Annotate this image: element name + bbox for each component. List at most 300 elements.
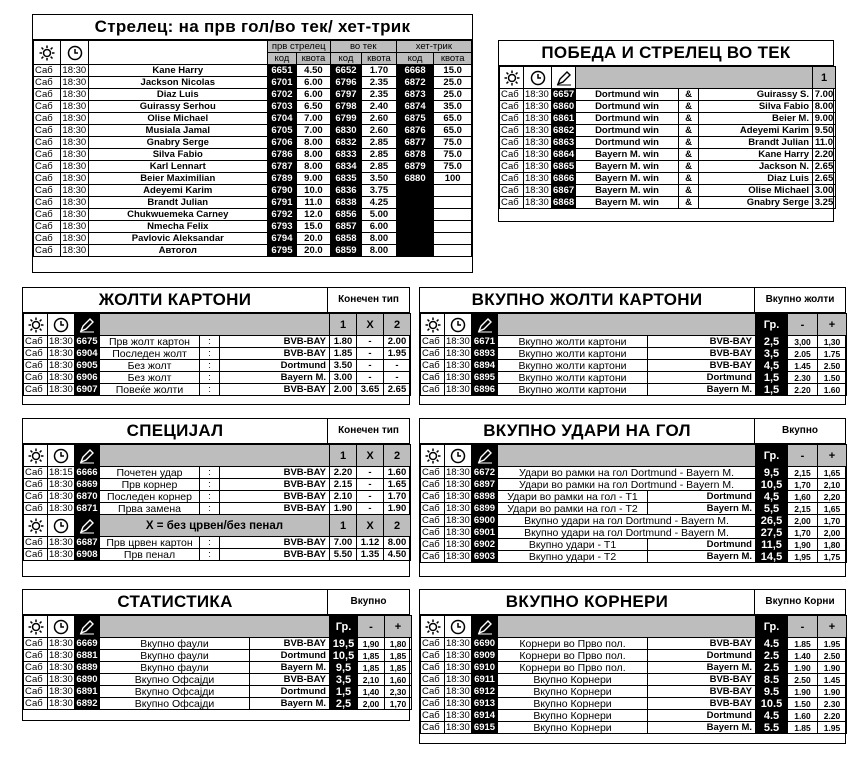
code-cell: 6795 <box>267 245 296 257</box>
table-row[interactable] <box>421 686 847 698</box>
amp: & <box>679 137 699 149</box>
corners-title: ВКУПНО КОРНЕРИ <box>505 592 669 611</box>
team-cell: BVB-BAY <box>220 479 330 491</box>
code-cell: 6880 <box>396 173 434 185</box>
code-cell: 6687 <box>76 536 98 548</box>
table-row[interactable] <box>500 173 836 185</box>
table-row[interactable] <box>421 551 847 563</box>
market-name: Последен жолт <box>100 348 200 360</box>
table-row[interactable] <box>24 479 411 491</box>
sun-icon <box>24 616 48 638</box>
odds-cell: 3.25 <box>813 197 836 209</box>
odds-x: - <box>357 503 384 515</box>
table-row[interactable] <box>421 467 847 479</box>
group-first-scorer: прв стрелец <box>267 41 330 53</box>
table-row[interactable] <box>34 137 472 149</box>
day-cell: Саб <box>34 89 61 101</box>
under-odds: 1,90 <box>358 638 385 650</box>
odds-cell: 2.85 <box>362 149 397 161</box>
odds-2: - <box>384 360 411 372</box>
over-odds: 1,60 <box>385 674 412 686</box>
market-name: Вкупно Корнери <box>498 674 648 686</box>
day-cell: Саб <box>24 650 48 662</box>
code-cell: 6790 <box>267 185 296 197</box>
team-cell: Dortmund <box>648 710 756 722</box>
team-cell: BVB-BAY <box>220 491 330 503</box>
team-cell: BVB-BAY <box>220 537 330 549</box>
table-row[interactable] <box>500 161 836 173</box>
line-cell: 4,5 <box>756 360 788 372</box>
day-cell: Саб <box>24 336 48 348</box>
code-cell: 6878 <box>396 149 434 161</box>
time-cell: 18:30 <box>49 335 73 347</box>
col-under: - <box>788 314 818 336</box>
table-row[interactable] <box>24 503 411 515</box>
code-cell: 6706 <box>267 137 296 149</box>
odds-cell: 2.85 <box>362 161 397 173</box>
table-row[interactable] <box>24 360 411 372</box>
day-cell: Саб <box>421 491 445 503</box>
under-odds: 1.90 <box>788 662 818 674</box>
player-name: Beier Maximilian <box>88 173 267 185</box>
day-cell: Саб <box>34 221 61 233</box>
code-cell: 6876 <box>396 125 434 137</box>
code-cell: 6915 <box>472 722 498 734</box>
table-row[interactable] <box>34 77 472 89</box>
over-odds: 2,20 <box>818 491 847 503</box>
odds-cell: 6.00 <box>362 221 397 233</box>
table-row[interactable] <box>421 638 847 650</box>
table-row[interactable] <box>421 384 847 396</box>
special-table <box>23 444 411 561</box>
table-row[interactable] <box>421 491 847 503</box>
time-cell: 18:30 <box>61 233 88 245</box>
code-cell: 6857 <box>330 221 362 233</box>
code-cell: 6901 <box>472 527 498 539</box>
team-win: Bayern M. win <box>576 173 679 185</box>
odds-cell: 6.50 <box>297 101 331 113</box>
over-odds: 1,65 <box>818 503 847 515</box>
time-cell: 18:30 <box>49 685 73 697</box>
team-cell: Bayern M. <box>250 698 330 710</box>
table-row[interactable] <box>24 491 411 503</box>
odds-1: 2.20 <box>330 467 357 479</box>
table-row[interactable] <box>24 674 412 686</box>
odds-cell: 6.00 <box>297 89 331 101</box>
code-cell: 6671 <box>472 336 498 348</box>
odds-cell: 11.0 <box>813 137 836 149</box>
scorer-table <box>33 40 472 257</box>
day-cell: Саб <box>34 197 61 209</box>
line-cell: 2,5 <box>330 698 358 710</box>
code-cell: 6836 <box>330 185 362 197</box>
market-name: Вкупно удари - Т2 <box>498 551 648 563</box>
scorer-title: Стрелец: на прв гол/во тек/ хет-трик <box>94 17 411 36</box>
table-row[interactable] <box>34 161 472 173</box>
team-cell: BVB-BAY <box>648 638 756 650</box>
table-row[interactable] <box>421 360 847 372</box>
table-row[interactable] <box>500 89 836 101</box>
time-cell: 18:30 <box>61 137 88 149</box>
day-cell: Саб <box>24 503 48 515</box>
clock-icon <box>61 41 88 65</box>
table-row[interactable] <box>34 65 472 77</box>
table-row[interactable] <box>34 233 472 245</box>
table-row[interactable] <box>24 662 412 674</box>
code-cell: 6835 <box>330 173 362 185</box>
table-row[interactable] <box>34 173 472 185</box>
day-cell: Саб <box>500 125 524 137</box>
time-cell: 18:30 <box>446 359 470 371</box>
code-cell: 6861 <box>553 112 575 124</box>
code-cell: 6902 <box>472 539 498 551</box>
table-row[interactable] <box>24 537 411 549</box>
player-name: Beier M. <box>699 113 813 125</box>
separator: : <box>200 537 220 549</box>
table-row[interactable] <box>24 372 411 384</box>
time-cell: 18:30 <box>49 649 73 661</box>
code-cell: 6867 <box>553 184 575 196</box>
time-cell: 18:30 <box>61 209 88 221</box>
day-cell: Саб <box>421 360 445 372</box>
col-odds: квота <box>434 53 472 65</box>
odds-cell: 4.50 <box>297 65 331 77</box>
col-under: - <box>788 445 818 467</box>
market-name: Вкупно Корнери <box>498 698 648 710</box>
time-cell: 18:30 <box>49 673 73 685</box>
code-cell: 6905 <box>76 359 98 371</box>
table-row[interactable] <box>421 515 847 527</box>
code-cell: 6859 <box>330 245 362 257</box>
day-cell: Саб <box>421 348 445 360</box>
team-cell: Dortmund <box>648 650 756 662</box>
odds-2: 1.70 <box>384 491 411 503</box>
table-row[interactable] <box>421 336 847 348</box>
table-row[interactable] <box>421 372 847 384</box>
day-cell: Саб <box>24 384 48 396</box>
odds-x: 3.65 <box>357 384 384 396</box>
table-row[interactable] <box>24 698 412 710</box>
clock-icon <box>48 314 75 336</box>
team-cell: Bayern M. <box>648 384 756 396</box>
time-cell: 18:30 <box>446 538 470 550</box>
table-row[interactable] <box>34 149 472 161</box>
table-row[interactable] <box>24 336 411 348</box>
code-cell: 6652 <box>330 65 362 77</box>
day-cell: Саб <box>34 245 61 257</box>
day-cell: Саб <box>24 686 48 698</box>
time-cell: 18:30 <box>61 245 88 257</box>
table-row[interactable] <box>34 89 472 101</box>
clock-icon <box>445 314 472 336</box>
market-name: Вкупно удари - Т1 <box>498 539 648 551</box>
day-cell: Саб <box>421 479 445 491</box>
code-cell: 6666 <box>76 466 98 478</box>
player-name: Karl Lennart <box>88 161 267 173</box>
table-row[interactable] <box>421 710 847 722</box>
odds-cell: 25.0 <box>434 77 472 89</box>
time-cell: 18:30 <box>61 221 88 233</box>
code-cell: 6900 <box>472 515 498 527</box>
team-cell: Dortmund <box>250 650 330 662</box>
table-row[interactable] <box>421 503 847 515</box>
table-row[interactable] <box>421 662 847 674</box>
day-cell: Саб <box>421 527 445 539</box>
team-cell: BVB-BAY <box>648 360 756 372</box>
odds-cell: 65.0 <box>434 113 472 125</box>
code-cell <box>396 233 434 245</box>
code-cell: 6899 <box>472 503 498 515</box>
market-name: Повеќе жолти <box>100 384 200 396</box>
table-row[interactable] <box>500 197 836 209</box>
code-cell: 6868 <box>553 196 575 208</box>
under-odds: 3,00 <box>788 336 818 348</box>
team-cell: Bayern M. <box>220 372 330 384</box>
line-cell: 1,5 <box>756 372 788 384</box>
player-name: Brandt Julian <box>699 137 813 149</box>
table-row[interactable] <box>500 185 836 197</box>
market-name: Вкупно Корнери <box>498 722 648 734</box>
odds-2: 1.60 <box>384 467 411 479</box>
odds-cell: 1.70 <box>362 65 397 77</box>
code-cell: 6873 <box>396 89 434 101</box>
group-hattrick: хет-трик <box>396 41 471 53</box>
odds-cell: 2.60 <box>362 125 397 137</box>
team-cell: Bayern M. <box>648 722 756 734</box>
table-row[interactable] <box>24 549 411 561</box>
table-row[interactable] <box>24 384 411 396</box>
table-row[interactable] <box>421 539 847 551</box>
time-cell: 18:30 <box>524 89 552 101</box>
under-odds: 1.50 <box>788 698 818 710</box>
code-cell: 6864 <box>553 148 575 160</box>
table-row[interactable] <box>24 650 412 662</box>
code-cell: 6705 <box>267 125 296 137</box>
line-cell: 10,5 <box>330 650 358 662</box>
day-cell: Саб <box>500 137 524 149</box>
team-cell: BVB-BAY <box>220 384 330 396</box>
line-cell: 14,5 <box>756 551 788 563</box>
table-row[interactable] <box>500 137 836 149</box>
line-cell: 2.5 <box>756 662 788 674</box>
table-row[interactable] <box>24 686 412 698</box>
time-cell: 18:30 <box>446 371 470 383</box>
day-cell: Саб <box>421 467 445 479</box>
amp: & <box>679 197 699 209</box>
odds-cell: 2.35 <box>362 77 397 89</box>
pencil-icon <box>552 67 576 89</box>
stats-title: СТАТИСТИКА <box>117 592 233 611</box>
separator: : <box>200 479 220 491</box>
market-name: Прв пенал <box>100 549 200 561</box>
time-cell: 18:30 <box>49 359 73 371</box>
table-row[interactable] <box>34 113 472 125</box>
table-row[interactable] <box>34 245 472 257</box>
code-cell: 6912 <box>472 686 498 698</box>
sun-icon <box>421 616 445 638</box>
code-cell: 6657 <box>553 88 575 100</box>
market-name: Вкупно удари на гол Dortmund - Bayern M. <box>498 515 756 527</box>
code-cell: 6863 <box>553 136 575 148</box>
table-row[interactable] <box>421 674 847 686</box>
code-cell: 6871 <box>76 502 98 514</box>
day-cell: Саб <box>24 537 48 549</box>
player-name: Guirassy Serhou <box>88 101 267 113</box>
code-cell: 6903 <box>472 551 498 563</box>
odds-x: - <box>357 360 384 372</box>
odds-cell: 10.0 <box>297 185 331 197</box>
table-row[interactable] <box>34 209 472 221</box>
under-odds: 2,10 <box>358 674 385 686</box>
day-cell: Саб <box>421 515 445 527</box>
separator: : <box>200 549 220 561</box>
player-name: Jackson N. <box>699 161 813 173</box>
day-cell: Саб <box>421 384 445 396</box>
table-row[interactable] <box>421 348 847 360</box>
table-row[interactable] <box>421 527 847 539</box>
player-name: Pavlovic Aleksandar <box>88 233 267 245</box>
table-row[interactable] <box>24 638 412 650</box>
odds-cell: 15.0 <box>297 221 331 233</box>
team-win: Bayern M. win <box>576 149 679 161</box>
code-cell: 6791 <box>267 197 296 209</box>
market-name: Вкупно жолти картони <box>498 384 648 396</box>
table-row[interactable] <box>24 348 411 360</box>
time-cell: 18:30 <box>446 673 470 685</box>
code-cell <box>396 197 434 209</box>
time-cell: 18:30 <box>61 113 88 125</box>
under-odds: 2,15 <box>788 503 818 515</box>
team-cell: BVB-BAY <box>648 674 756 686</box>
odds-cell: 75.0 <box>434 137 472 149</box>
code-cell: 6786 <box>267 149 296 161</box>
market-name: Без жолт <box>100 360 200 372</box>
market-name: Вкупно Корнери <box>498 710 648 722</box>
table-row[interactable] <box>34 185 472 197</box>
team-cell: Bayern M. <box>648 662 756 674</box>
table-row[interactable] <box>34 101 472 113</box>
table-row[interactable] <box>500 125 836 137</box>
table-row[interactable] <box>34 125 472 137</box>
pencil-icon <box>472 445 498 467</box>
code-cell: 6675 <box>76 335 98 347</box>
total-yellow-sub: Вкупно жолти <box>754 288 845 312</box>
time-cell: 18:30 <box>49 697 73 709</box>
table-row[interactable] <box>500 101 836 113</box>
team-cell: Dortmund <box>220 360 330 372</box>
player-name: Diaz Luis <box>88 89 267 101</box>
table-row[interactable] <box>34 197 472 209</box>
col-1: 1 <box>330 515 357 537</box>
separator: : <box>200 384 220 396</box>
pencil-icon <box>472 616 498 638</box>
code-cell: 6879 <box>396 161 434 173</box>
team-cell: BVB-BAY <box>220 336 330 348</box>
total-yellow-title: ВКУПНО ЖОЛТИ КАРТОНИ <box>471 290 703 309</box>
table-row[interactable] <box>421 698 847 710</box>
col-under: - <box>788 616 818 638</box>
code-cell: 6909 <box>472 650 498 662</box>
table-row[interactable] <box>24 467 411 479</box>
table-row[interactable] <box>34 221 472 233</box>
separator: : <box>200 503 220 515</box>
market-name: Прв корнер <box>100 479 200 491</box>
under-odds: 1,60 <box>788 491 818 503</box>
under-odds: 2,00 <box>788 515 818 527</box>
code-cell: 6904 <box>76 347 98 359</box>
code-cell: 6792 <box>267 209 296 221</box>
team-win: Bayern M. win <box>576 161 679 173</box>
table-row[interactable] <box>500 113 836 125</box>
odds-cell: 25.0 <box>434 89 472 101</box>
team-cell: Dortmund <box>648 491 756 503</box>
market-name: Вкупно Офсајди <box>100 698 250 710</box>
line-cell: 9,5 <box>330 662 358 674</box>
odds-1: 2.00 <box>330 384 357 396</box>
time-cell: 18:30 <box>61 89 88 101</box>
team-cell: BVB-BAY <box>220 503 330 515</box>
code-cell: 6891 <box>76 685 98 697</box>
day-cell: Саб <box>500 101 524 113</box>
odds-cell: 100 <box>434 173 472 185</box>
corners-sub: Вкупно Корни <box>754 590 845 614</box>
player-name: Silva Fabio <box>88 149 267 161</box>
stats-sub: Вкупно <box>327 590 409 614</box>
player-name: Kane Harry <box>88 65 267 77</box>
table-row[interactable] <box>500 149 836 161</box>
code-cell: 6860 <box>553 100 575 112</box>
day-cell: Саб <box>421 698 445 710</box>
win-scorer-table <box>499 66 836 209</box>
time-cell: 18:30 <box>49 371 73 383</box>
day-cell: Саб <box>421 662 445 674</box>
col-over: + <box>818 314 847 336</box>
table-row[interactable] <box>421 722 847 734</box>
line-cell: 19,5 <box>330 638 358 650</box>
odds-cell: 9.00 <box>297 173 331 185</box>
day-cell: Саб <box>34 125 61 137</box>
code-cell: 6669 <box>76 637 98 649</box>
table-row[interactable] <box>421 650 847 662</box>
day-cell: Саб <box>500 161 524 173</box>
odds-cell: 8.00 <box>297 149 331 161</box>
code-cell: 6703 <box>267 101 296 113</box>
time-cell: 18:30 <box>446 490 470 502</box>
over-odds: 1.95 <box>818 638 847 650</box>
odds-cell: 9.50 <box>813 125 836 137</box>
code-cell: 6911 <box>472 674 498 686</box>
day-cell: Саб <box>421 539 445 551</box>
odds-cell: 2.20 <box>813 149 836 161</box>
day-cell: Саб <box>34 65 61 77</box>
day-cell: Саб <box>24 638 48 650</box>
day-cell: Саб <box>34 137 61 149</box>
special-sub: Конечен тип <box>327 419 409 443</box>
table-row[interactable] <box>421 479 847 491</box>
time-cell: 18:30 <box>61 77 88 89</box>
odds-1: 5.50 <box>330 549 357 561</box>
over-odds: 2.30 <box>818 698 847 710</box>
time-cell: 18:30 <box>61 185 88 197</box>
odds-cell: 2.60 <box>362 113 397 125</box>
time-cell: 18:30 <box>446 514 470 526</box>
odds-2: 1.65 <box>384 479 411 491</box>
team-cell: BVB-BAY <box>648 348 756 360</box>
over-odds: 1.95 <box>818 722 847 734</box>
time-cell: 18:30 <box>446 637 470 649</box>
odds-cell: 8.00 <box>362 245 397 257</box>
odds-2: 1.90 <box>384 503 411 515</box>
